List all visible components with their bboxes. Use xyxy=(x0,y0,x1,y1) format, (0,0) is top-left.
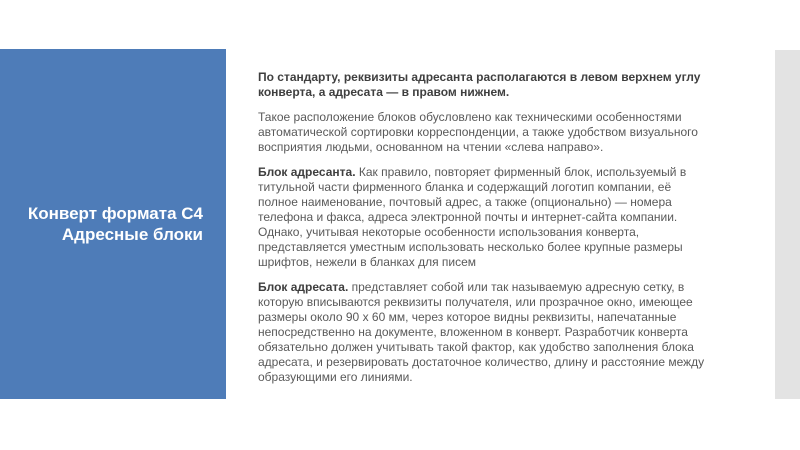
title-panel xyxy=(0,49,226,399)
addresser-block-text: Как правило, повторяет фирменный блок, используемый в титульной части фирменного бланка и содержащий логотип компании, её полное наименование, почтовый адрес, а также (опционально) — номера телефона и факса, адреса электронной почты и интернет-сайта компании. Однако, учитывая некоторые особенности использования конверта, представляется уместным использовать несколько более крупные размеры шрифтов, нежели в бланках для писем xyxy=(258,165,687,269)
addressee-block-lead: Блок адресата. xyxy=(258,280,349,294)
slide-body xyxy=(258,70,710,395)
right-accent-strip xyxy=(775,50,800,399)
addresser-block-paragraph xyxy=(258,165,710,270)
addresser-block-lead: Блок адресанта. xyxy=(258,165,356,179)
intro-paragraph: По стандарту, реквизиты адресанта располагаются в левом верхнем углу конверта, а адресата — в правом нижнем. xyxy=(258,70,701,99)
slide-title-line-1: Конверт формата С4 xyxy=(27,204,203,223)
addressee-block-paragraph xyxy=(258,280,710,385)
layout-note-paragraph: Такое расположение блоков обусловлено как техническими особенностями автоматической сортировки корреспонденции, а также удобством визуального восприятия людьми, основанном на чтении «слева направо». xyxy=(258,110,698,154)
slide-title-line-2: Адресные блоки xyxy=(61,225,203,244)
addressee-block-text: представляет собой или так называемую адресную сетку, в которую вписываются реквизиты получателя, или прозрачное окно, имеющее размеры около 90 х 60 мм, через которое видны реквизиты, напечатанные непосредственно на документе, вложенном в конверт. Разработчик конверта обязательно должен учитывать такой фактор, как удобство заполнения блока адресата, и резервировать достаточное количество, длину и расстояние между образующими его линиями. xyxy=(258,280,705,384)
